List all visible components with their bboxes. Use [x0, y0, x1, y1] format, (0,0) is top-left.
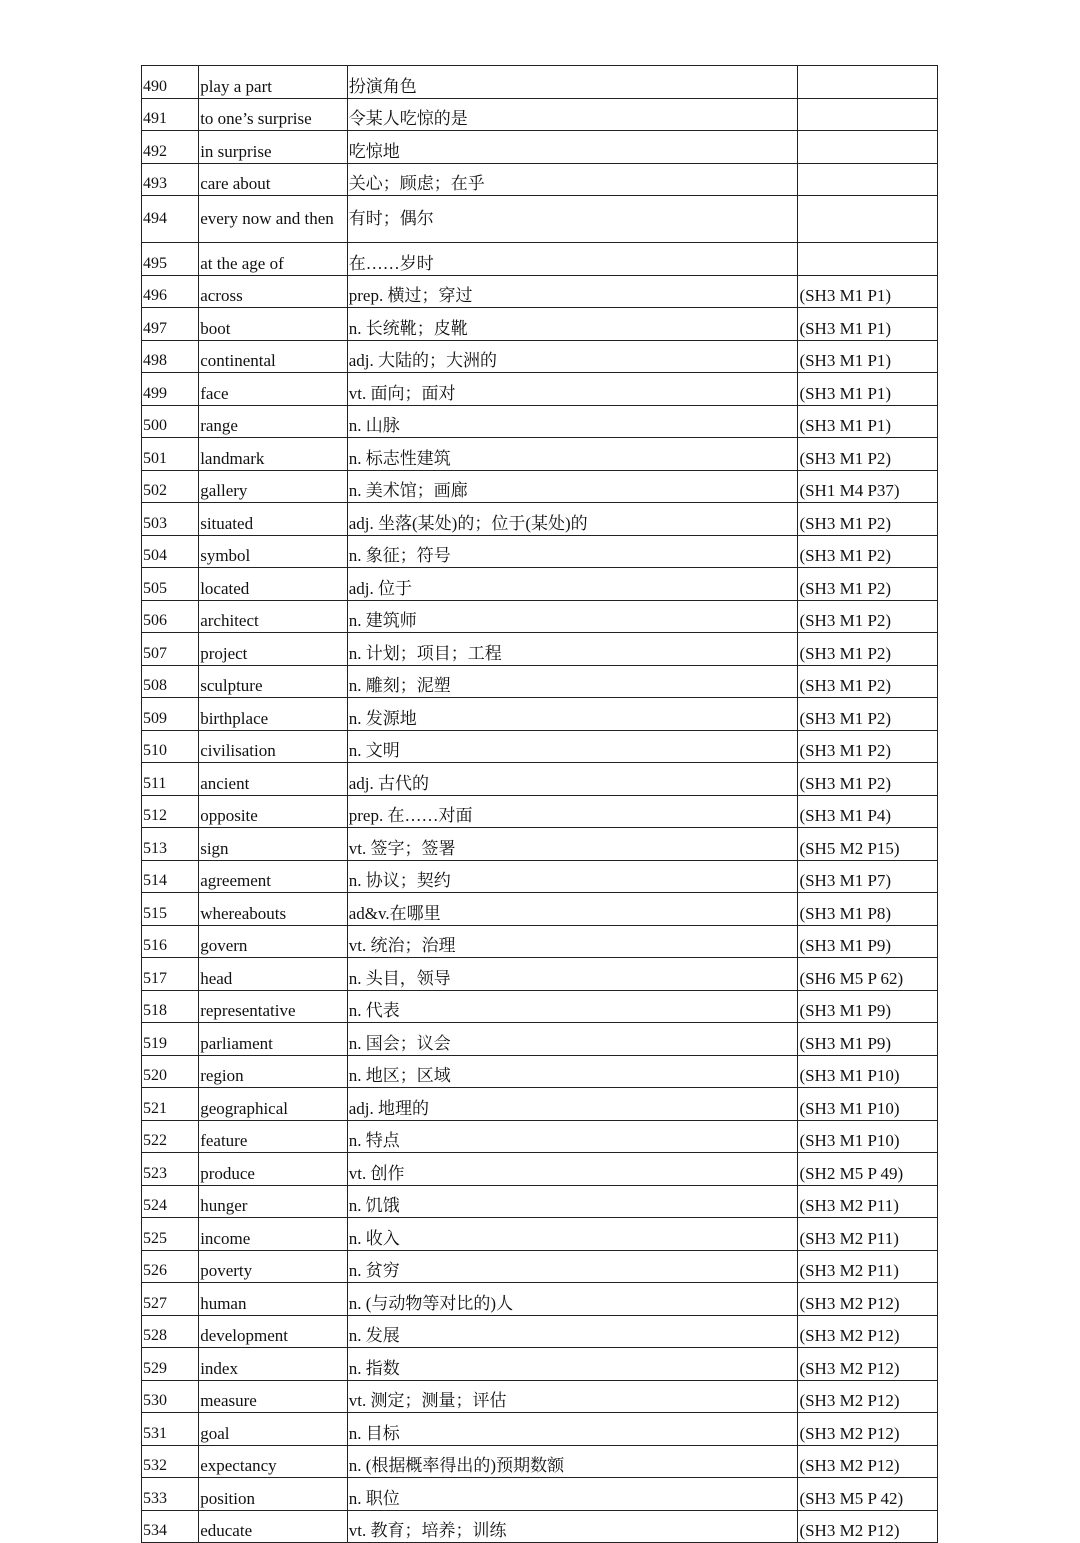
- chinese-meaning-cell: n. 职位: [347, 1478, 798, 1511]
- table-row: [142, 698, 938, 731]
- source-reference-cell: (SH3 M1 P2): [798, 438, 938, 471]
- table-row: [142, 1315, 938, 1348]
- table-row: [142, 893, 938, 926]
- table-row: [142, 308, 938, 341]
- entry-number-cell: 521: [142, 1088, 199, 1121]
- source-reference-cell: (SH3 M2 P12): [798, 1380, 938, 1413]
- entry-number-cell: 531: [142, 1413, 199, 1446]
- english-word-cell: govern: [199, 925, 348, 958]
- english-word-cell: development: [199, 1315, 348, 1348]
- table-row: [142, 1153, 938, 1186]
- entry-number-cell: 534: [142, 1510, 199, 1543]
- source-reference-cell: (SH3 M1 P10): [798, 1055, 938, 1088]
- english-word-cell: agreement: [199, 860, 348, 893]
- source-reference-cell: (SH6 M5 P 62): [798, 958, 938, 991]
- table-row: [142, 730, 938, 763]
- english-word-cell: expectancy: [199, 1445, 348, 1478]
- english-word-cell: continental: [199, 340, 348, 373]
- source-reference-cell: (SH3 M1 P2): [798, 633, 938, 666]
- table-row: [142, 1218, 938, 1251]
- chinese-meaning-cell: n. 代表: [347, 990, 798, 1023]
- entry-number-cell: 495: [142, 243, 199, 276]
- english-word-cell: poverty: [199, 1250, 348, 1283]
- english-word-cell: play a part: [199, 66, 348, 99]
- table-row: [142, 438, 938, 471]
- source-reference-cell: (SH3 M5 P 42): [798, 1478, 938, 1511]
- table-row: [142, 1283, 938, 1316]
- table-row: [142, 860, 938, 893]
- entry-number-cell: 496: [142, 275, 199, 308]
- table-row: [142, 828, 938, 861]
- english-word-cell: situated: [199, 503, 348, 536]
- english-word-cell: parliament: [199, 1023, 348, 1056]
- chinese-meaning-cell: 有时；偶尔: [347, 196, 798, 243]
- entry-number-cell: 499: [142, 373, 199, 406]
- english-word-cell: produce: [199, 1153, 348, 1186]
- english-word-cell: architect: [199, 600, 348, 633]
- table-row: [142, 763, 938, 796]
- chinese-meaning-cell: vt. 教育；培养；训练: [347, 1510, 798, 1543]
- chinese-meaning-cell: n. 贫穷: [347, 1250, 798, 1283]
- table-row: [142, 633, 938, 666]
- table-row: [142, 243, 938, 276]
- entry-number-cell: 492: [142, 131, 199, 164]
- source-reference-cell: [798, 196, 938, 243]
- table-row: [142, 66, 938, 99]
- source-reference-cell: (SH3 M2 P12): [798, 1445, 938, 1478]
- table-row: [142, 196, 938, 243]
- english-word-cell: goal: [199, 1413, 348, 1446]
- source-reference-cell: (SH3 M1 P2): [798, 730, 938, 763]
- chinese-meaning-cell: vt. 面向；面对: [347, 373, 798, 406]
- chinese-meaning-cell: n. 指数: [347, 1348, 798, 1381]
- table-row: [142, 470, 938, 503]
- english-word-cell: face: [199, 373, 348, 406]
- source-reference-cell: (SH2 M5 P 49): [798, 1153, 938, 1186]
- entry-number-cell: 502: [142, 470, 199, 503]
- entry-number-cell: 493: [142, 163, 199, 196]
- chinese-meaning-cell: vt. 测定；测量；评估: [347, 1380, 798, 1413]
- chinese-meaning-cell: adj. 地理的: [347, 1088, 798, 1121]
- chinese-meaning-cell: 在……岁时: [347, 243, 798, 276]
- source-reference-cell: (SH3 M1 P1): [798, 405, 938, 438]
- entry-number-cell: 511: [142, 763, 199, 796]
- chinese-meaning-cell: n. 象征；符号: [347, 535, 798, 568]
- chinese-meaning-cell: adj. 位于: [347, 568, 798, 601]
- english-word-cell: sculpture: [199, 665, 348, 698]
- vocabulary-table: [141, 65, 938, 1543]
- source-reference-cell: (SH3 M1 P10): [798, 1120, 938, 1153]
- table-row: [142, 535, 938, 568]
- entry-number-cell: 528: [142, 1315, 199, 1348]
- chinese-meaning-cell: n. 协议；契约: [347, 860, 798, 893]
- english-word-cell: geographical: [199, 1088, 348, 1121]
- english-word-cell: civilisation: [199, 730, 348, 763]
- entry-number-cell: 518: [142, 990, 199, 1023]
- source-reference-cell: (SH3 M1 P7): [798, 860, 938, 893]
- source-reference-cell: (SH3 M2 P12): [798, 1413, 938, 1446]
- table-row: [142, 1120, 938, 1153]
- chinese-meaning-cell: n. 美术馆；画廊: [347, 470, 798, 503]
- source-reference-cell: (SH3 M2 P12): [798, 1510, 938, 1543]
- chinese-meaning-cell: n. 文明: [347, 730, 798, 763]
- table-row: [142, 568, 938, 601]
- table-row: [142, 1380, 938, 1413]
- chinese-meaning-cell: n. 建筑师: [347, 600, 798, 633]
- english-word-cell: range: [199, 405, 348, 438]
- table-row: [142, 405, 938, 438]
- english-word-cell: human: [199, 1283, 348, 1316]
- chinese-meaning-cell: prep. 横过；穿过: [347, 275, 798, 308]
- chinese-meaning-cell: n. 发源地: [347, 698, 798, 731]
- entry-number-cell: 497: [142, 308, 199, 341]
- english-word-cell: located: [199, 568, 348, 601]
- table-row: [142, 1250, 938, 1283]
- entry-number-cell: 498: [142, 340, 199, 373]
- chinese-meaning-cell: adj. 古代的: [347, 763, 798, 796]
- entry-number-cell: 523: [142, 1153, 199, 1186]
- source-reference-cell: (SH1 M4 P37): [798, 470, 938, 503]
- chinese-meaning-cell: n. 发展: [347, 1315, 798, 1348]
- chinese-meaning-cell: 扮演角色: [347, 66, 798, 99]
- entry-number-cell: 490: [142, 66, 199, 99]
- table-row: [142, 1478, 938, 1511]
- source-reference-cell: (SH3 M1 P2): [798, 535, 938, 568]
- english-word-cell: landmark: [199, 438, 348, 471]
- entry-number-cell: 509: [142, 698, 199, 731]
- source-reference-cell: [798, 98, 938, 131]
- entry-number-cell: 494: [142, 196, 199, 243]
- english-word-cell: ancient: [199, 763, 348, 796]
- english-word-cell: every now and then: [199, 196, 348, 243]
- chinese-meaning-cell: n. 地区；区域: [347, 1055, 798, 1088]
- table-row: [142, 1185, 938, 1218]
- entry-number-cell: 512: [142, 795, 199, 828]
- source-reference-cell: (SH3 M2 P11): [798, 1250, 938, 1283]
- source-reference-cell: (SH3 M1 P1): [798, 340, 938, 373]
- source-reference-cell: (SH3 M1 P4): [798, 795, 938, 828]
- table-row: [142, 131, 938, 164]
- source-reference-cell: [798, 131, 938, 164]
- entry-number-cell: 524: [142, 1185, 199, 1218]
- entry-number-cell: 519: [142, 1023, 199, 1056]
- english-word-cell: project: [199, 633, 348, 666]
- source-reference-cell: (SH5 M2 P15): [798, 828, 938, 861]
- english-word-cell: income: [199, 1218, 348, 1251]
- vocabulary-table-body: [142, 66, 938, 1543]
- chinese-meaning-cell: n. (根据概率得出的)预期数额: [347, 1445, 798, 1478]
- chinese-meaning-cell: n. 标志性建筑: [347, 438, 798, 471]
- table-row: [142, 665, 938, 698]
- table-row: [142, 503, 938, 536]
- entry-number-cell: 526: [142, 1250, 199, 1283]
- source-reference-cell: (SH3 M1 P2): [798, 763, 938, 796]
- entry-number-cell: 514: [142, 860, 199, 893]
- entry-number-cell: 510: [142, 730, 199, 763]
- source-reference-cell: (SH3 M1 P8): [798, 893, 938, 926]
- english-word-cell: representative: [199, 990, 348, 1023]
- source-reference-cell: [798, 163, 938, 196]
- english-word-cell: in surprise: [199, 131, 348, 164]
- entry-number-cell: 501: [142, 438, 199, 471]
- source-reference-cell: (SH3 M1 P9): [798, 925, 938, 958]
- chinese-meaning-cell: adj. 坐落(某处)的；位于(某处)的: [347, 503, 798, 536]
- english-word-cell: position: [199, 1478, 348, 1511]
- table-row: [142, 275, 938, 308]
- entry-number-cell: 505: [142, 568, 199, 601]
- source-reference-cell: (SH3 M2 P12): [798, 1283, 938, 1316]
- chinese-meaning-cell: n. 收入: [347, 1218, 798, 1251]
- english-word-cell: feature: [199, 1120, 348, 1153]
- source-reference-cell: (SH3 M1 P2): [798, 568, 938, 601]
- table-row: [142, 795, 938, 828]
- english-word-cell: hunger: [199, 1185, 348, 1218]
- source-reference-cell: (SH3 M1 P1): [798, 275, 938, 308]
- source-reference-cell: (SH3 M1 P1): [798, 308, 938, 341]
- chinese-meaning-cell: 吃惊地: [347, 131, 798, 164]
- table-row: [142, 990, 938, 1023]
- entry-number-cell: 520: [142, 1055, 199, 1088]
- source-reference-cell: (SH3 M1 P2): [798, 698, 938, 731]
- english-word-cell: symbol: [199, 535, 348, 568]
- chinese-meaning-cell: vt. 创作: [347, 1153, 798, 1186]
- chinese-meaning-cell: n. 目标: [347, 1413, 798, 1446]
- english-word-cell: index: [199, 1348, 348, 1381]
- entry-number-cell: 500: [142, 405, 199, 438]
- chinese-meaning-cell: n. (与动物等对比的)人: [347, 1283, 798, 1316]
- table-row: [142, 163, 938, 196]
- entry-number-cell: 503: [142, 503, 199, 536]
- table-row: [142, 600, 938, 633]
- english-word-cell: educate: [199, 1510, 348, 1543]
- source-reference-cell: [798, 66, 938, 99]
- table-row: [142, 1445, 938, 1478]
- source-reference-cell: (SH3 M1 P10): [798, 1088, 938, 1121]
- english-word-cell: measure: [199, 1380, 348, 1413]
- table-row: [142, 98, 938, 131]
- entry-number-cell: 508: [142, 665, 199, 698]
- chinese-meaning-cell: n. 长统靴；皮靴: [347, 308, 798, 341]
- entry-number-cell: 513: [142, 828, 199, 861]
- entry-number-cell: 491: [142, 98, 199, 131]
- english-word-cell: gallery: [199, 470, 348, 503]
- chinese-meaning-cell: adj. 大陆的；大洲的: [347, 340, 798, 373]
- english-word-cell: birthplace: [199, 698, 348, 731]
- table-row: [142, 1510, 938, 1543]
- entry-number-cell: 517: [142, 958, 199, 991]
- entry-number-cell: 516: [142, 925, 199, 958]
- entry-number-cell: 530: [142, 1380, 199, 1413]
- entry-number-cell: 522: [142, 1120, 199, 1153]
- entry-number-cell: 504: [142, 535, 199, 568]
- table-row: [142, 958, 938, 991]
- english-word-cell: sign: [199, 828, 348, 861]
- chinese-meaning-cell: vt. 签字；签署: [347, 828, 798, 861]
- table-row: [142, 1023, 938, 1056]
- english-word-cell: to one’s surprise: [199, 98, 348, 131]
- source-reference-cell: (SH3 M1 P2): [798, 665, 938, 698]
- source-reference-cell: (SH3 M2 P12): [798, 1348, 938, 1381]
- table-row: [142, 373, 938, 406]
- english-word-cell: head: [199, 958, 348, 991]
- entry-number-cell: 527: [142, 1283, 199, 1316]
- source-reference-cell: (SH3 M2 P11): [798, 1185, 938, 1218]
- source-reference-cell: [798, 243, 938, 276]
- english-word-cell: at the age of: [199, 243, 348, 276]
- table-row: [142, 340, 938, 373]
- entry-number-cell: 507: [142, 633, 199, 666]
- chinese-meaning-cell: prep. 在……对面: [347, 795, 798, 828]
- chinese-meaning-cell: n. 雕刻；泥塑: [347, 665, 798, 698]
- chinese-meaning-cell: n. 头目，领导: [347, 958, 798, 991]
- source-reference-cell: (SH3 M1 P9): [798, 1023, 938, 1056]
- english-word-cell: whereabouts: [199, 893, 348, 926]
- english-word-cell: care about: [199, 163, 348, 196]
- entry-number-cell: 533: [142, 1478, 199, 1511]
- chinese-meaning-cell: n. 饥饿: [347, 1185, 798, 1218]
- source-reference-cell: (SH3 M1 P9): [798, 990, 938, 1023]
- english-word-cell: region: [199, 1055, 348, 1088]
- english-word-cell: boot: [199, 308, 348, 341]
- source-reference-cell: (SH3 M2 P11): [798, 1218, 938, 1251]
- chinese-meaning-cell: n. 山脉: [347, 405, 798, 438]
- entry-number-cell: 525: [142, 1218, 199, 1251]
- chinese-meaning-cell: 关心；顾虑；在乎: [347, 163, 798, 196]
- entry-number-cell: 532: [142, 1445, 199, 1478]
- english-word-cell: across: [199, 275, 348, 308]
- chinese-meaning-cell: n. 计划；项目；工程: [347, 633, 798, 666]
- entry-number-cell: 515: [142, 893, 199, 926]
- entry-number-cell: 529: [142, 1348, 199, 1381]
- chinese-meaning-cell: vt. 统治；治理: [347, 925, 798, 958]
- table-row: [142, 925, 938, 958]
- source-reference-cell: (SH3 M1 P2): [798, 600, 938, 633]
- english-word-cell: opposite: [199, 795, 348, 828]
- table-row: [142, 1348, 938, 1381]
- source-reference-cell: (SH3 M2 P12): [798, 1315, 938, 1348]
- source-reference-cell: (SH3 M1 P2): [798, 503, 938, 536]
- chinese-meaning-cell: n. 特点: [347, 1120, 798, 1153]
- entry-number-cell: 506: [142, 600, 199, 633]
- chinese-meaning-cell: ad&v.在哪里: [347, 893, 798, 926]
- table-row: [142, 1055, 938, 1088]
- chinese-meaning-cell: 令某人吃惊的是: [347, 98, 798, 131]
- table-row: [142, 1413, 938, 1446]
- chinese-meaning-cell: n. 国会；议会: [347, 1023, 798, 1056]
- table-row: [142, 1088, 938, 1121]
- source-reference-cell: (SH3 M1 P1): [798, 373, 938, 406]
